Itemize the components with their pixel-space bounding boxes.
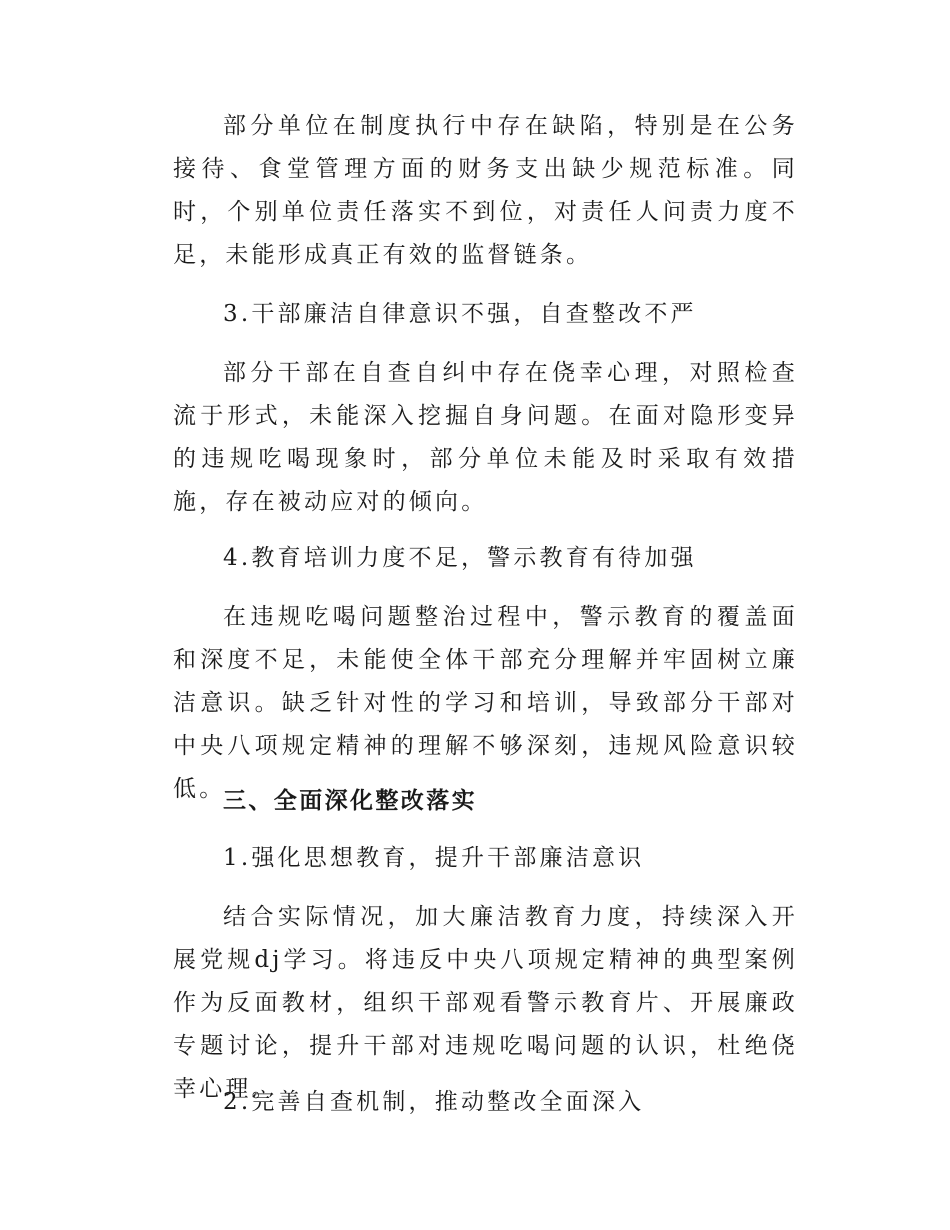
subheading-education-training: 4.教育培训力度不足，警示教育有待加强 bbox=[223, 545, 697, 571]
paragraph-warning-education: 在违规吃喝问题整治过程中，警示教育的覆盖面和深度不足，未能使全体干部充分理解并牢固树立廉洁意识。缺乏针对性的学习和培训，导致部分干部对中央八项规定精神的理解不够深刻，违规风险意识较低。 bbox=[173, 604, 798, 802]
subheading-ideological-education: 1.强化思想教育，提升干部廉洁意识 bbox=[223, 845, 645, 871]
subheading-self-discipline: 3.干部廉洁自律意识不强，自查整改不严 bbox=[223, 301, 697, 327]
paragraph-supervision-defects: 部分单位在制度执行中存在缺陷，特别是在公务接待、食堂管理方面的财务支出缺少规范标准。同时，个别单位责任落实不到位，对责任人问责力度不足，未能形成真正有效的监督链条。 bbox=[173, 113, 798, 268]
section-heading-rectification: 三、全面深化整改落实 bbox=[223, 788, 477, 814]
paragraph-self-inspection: 部分干部在自查自纠中存在侥幸心理，对照检查流于形式，未能深入挖掘自身问题。在面对隐形变异的违规吃喝现象时，部分单位未能及时采取有效措施，存在被动应对的倾向。 bbox=[173, 360, 798, 515]
paragraph-integrity-education: 结合实际情况，加大廉洁教育力度，持续深入开展党规dj学习。将违反中央八项规定精神的典型案例作为反面教材，组织干部观看警示教育片、开展廉政专题讨论，提升干部对违规吃喝问题的认识，杜绝侥幸心理。 bbox=[173, 904, 798, 1102]
subheading-self-check-mechanism: 2.完善自查机制，推动整改全面深入 bbox=[223, 1089, 645, 1115]
